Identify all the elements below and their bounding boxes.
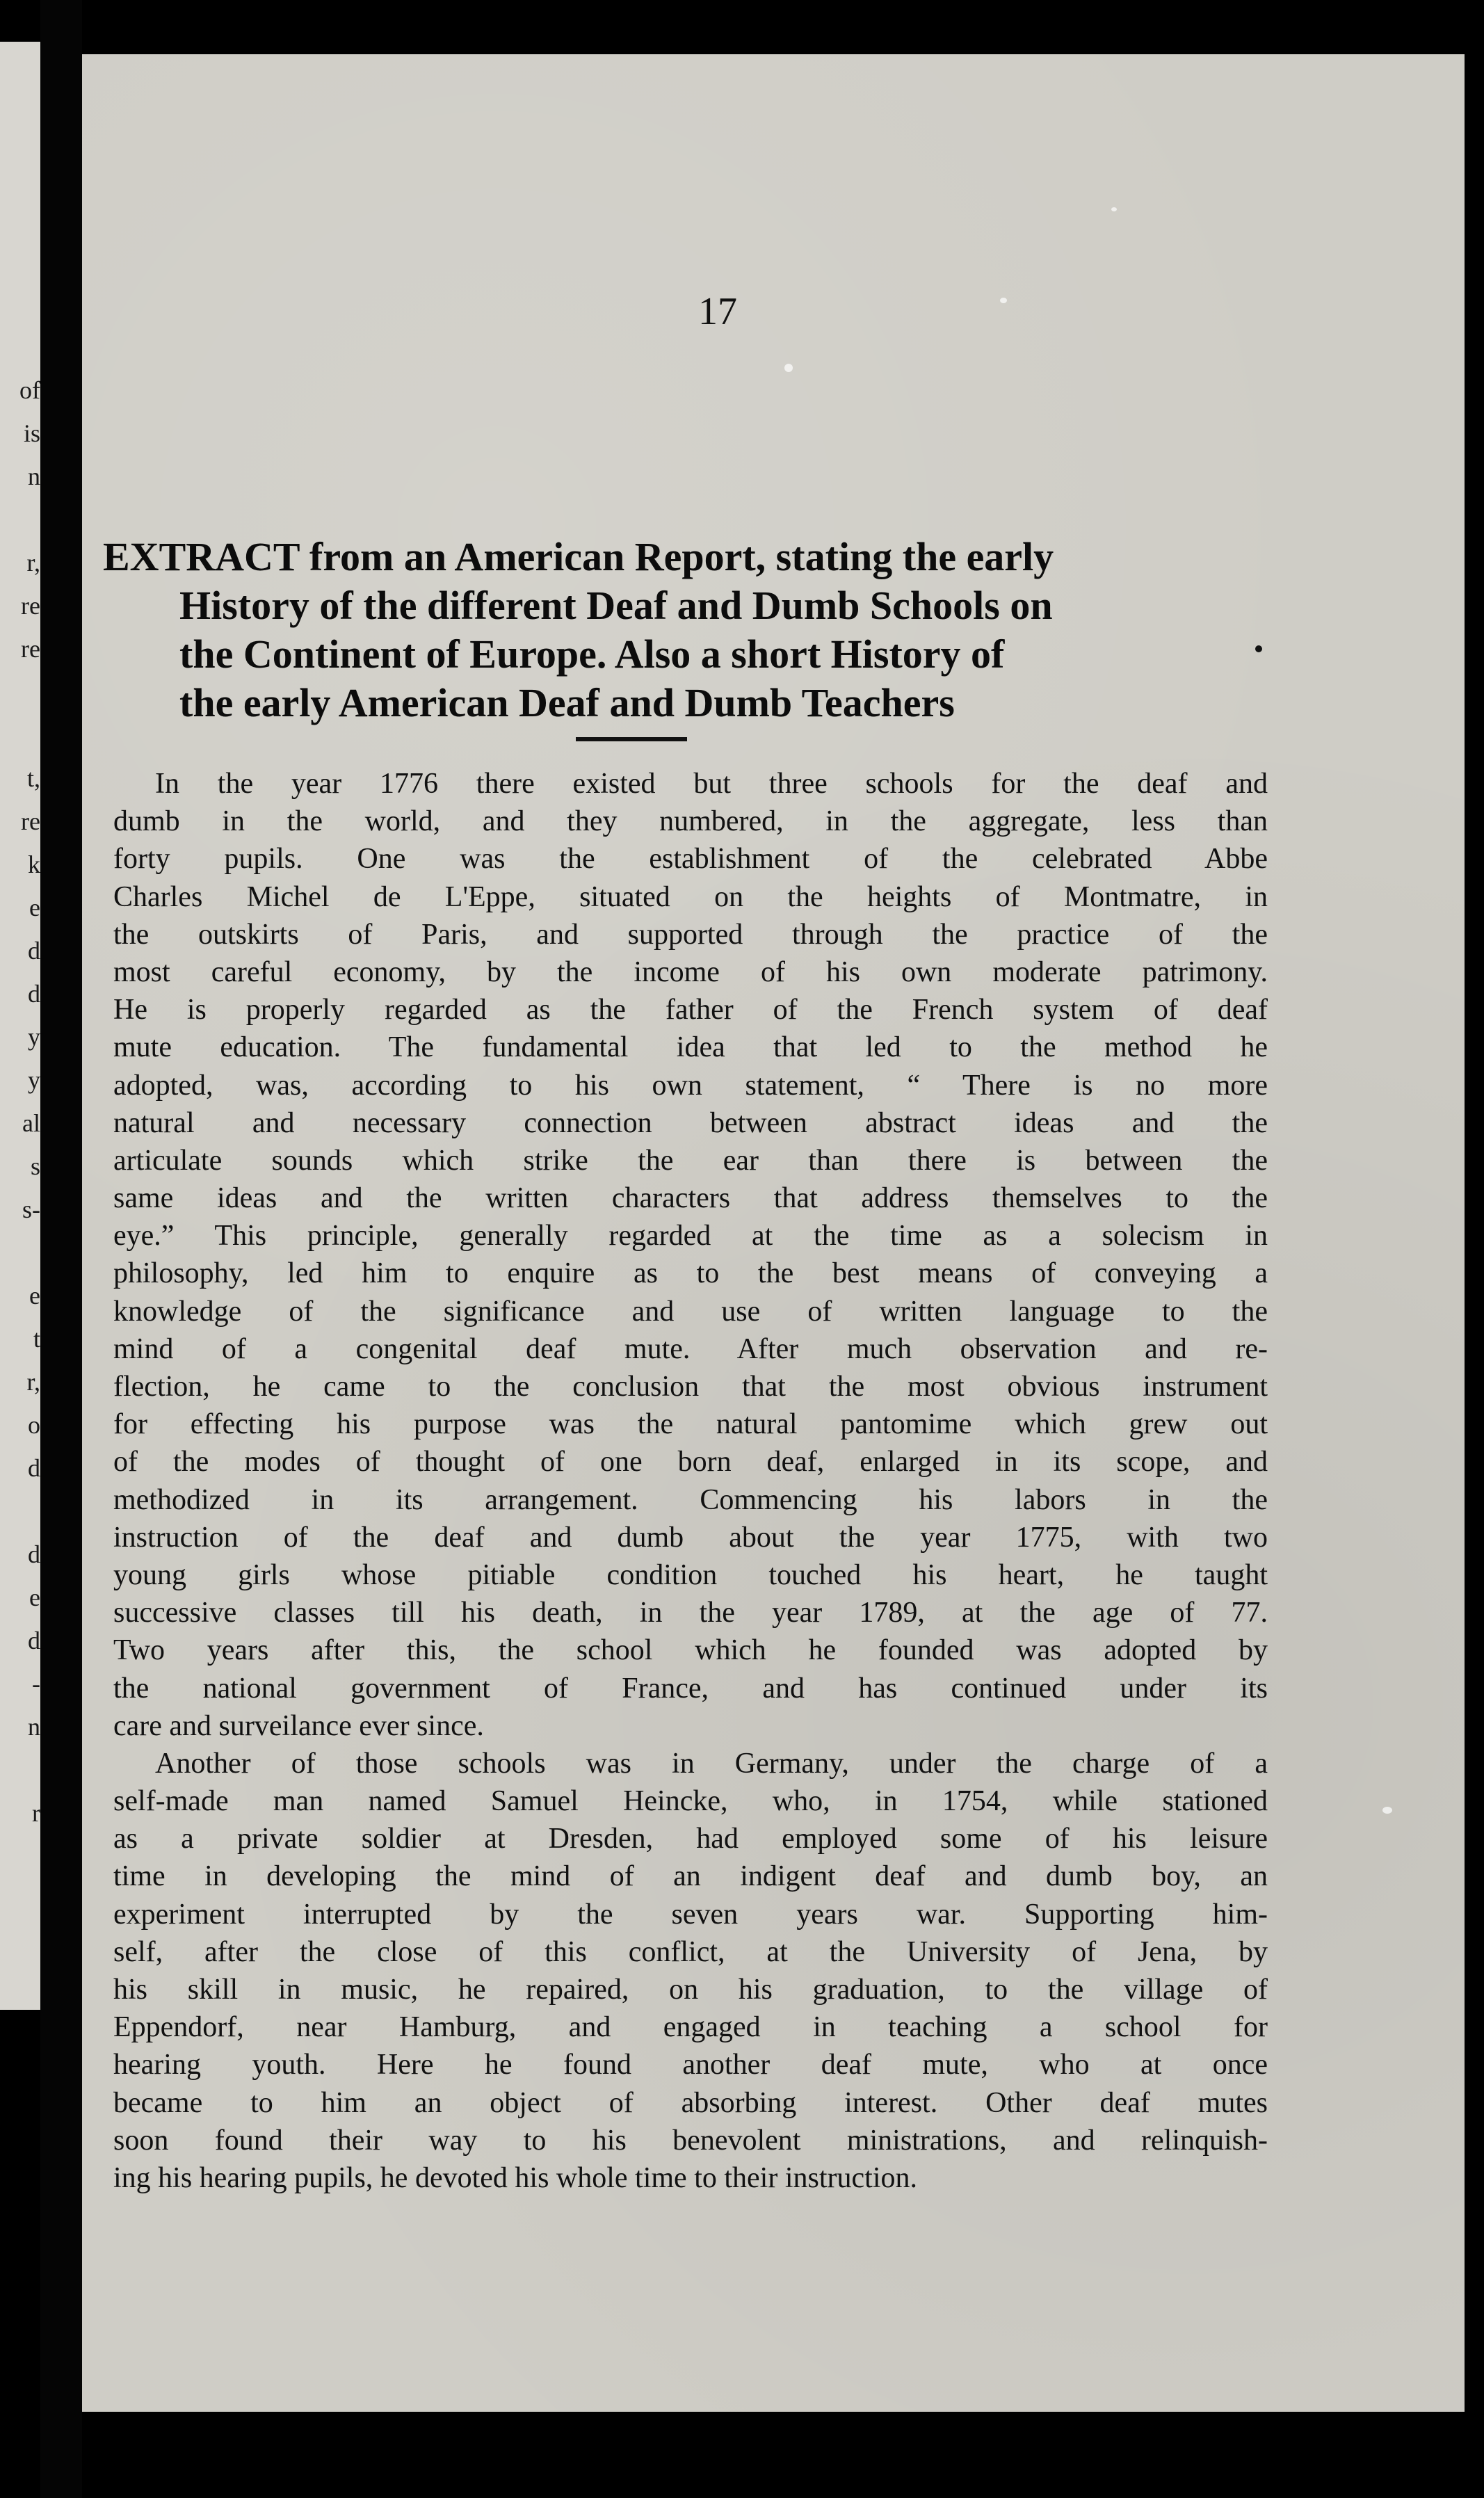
- gutter-fragment: [1, 714, 40, 757]
- body-line: became to him an object of absorbing interest. Other deaf mutes: [113, 2086, 1268, 2119]
- body-line: self, after the close of this conflict, at the University of Jena, by: [113, 1935, 1268, 1968]
- body-line: He is properly regarded as the father of the French system of deaf: [113, 994, 1268, 1026]
- body-line: successive classes till his death, in the year 1789, at the age of 77.: [113, 1597, 1268, 1629]
- body-line: same ideas and the written characters that address themselves to the: [113, 1182, 1268, 1215]
- gutter-fragment: re: [21, 807, 40, 835]
- scan-border-right: [1465, 0, 1484, 2498]
- heading-line-3: the Continent of Europe. Also a short History of: [179, 631, 1005, 677]
- gutter-fragment: [1, 670, 40, 714]
- body-line: dumb in the world, and they numbered, in the aggregate, less than: [113, 805, 1268, 838]
- gutter-fragment: re: [21, 635, 40, 663]
- gutter-fragment: e: [29, 894, 40, 921]
- body-line: most careful economy, by the income of his own moderate patrimony.: [113, 956, 1268, 988]
- gutter-fragment: r,: [26, 1368, 40, 1396]
- heading-line-2: History of the different Deaf and Dumb Schools on: [179, 583, 1053, 628]
- body-line: ing his hearing pupils, he devoted his whole time to their instruction.: [113, 2161, 917, 2194]
- gutter-fragment: d: [28, 1627, 40, 1654]
- body-line: self-made man named Samuel Heincke, who, in 1754, while stationed: [113, 1785, 1268, 1818]
- gutter-fragment: r: [32, 1799, 40, 1827]
- body-line: care and surveilance ever since.: [113, 1709, 484, 1742]
- body-line: adopted, was, according to his own statement, “ There is no more: [113, 1069, 1268, 1102]
- body-line: soon found their way to his benevolent ministrations, and relinquish-: [113, 2124, 1268, 2157]
- scan-speck: [784, 364, 793, 372]
- binding-shadow: [40, 0, 82, 2498]
- gutter-fragment: s-: [22, 1195, 40, 1223]
- gutter-fragment: [1, 498, 40, 541]
- gutter-fragment: n: [28, 1713, 40, 1741]
- body-line: Another of those schools was in Germany, under the charge of a: [155, 1747, 1268, 1780]
- scan-border-bottom: [82, 2412, 1484, 2498]
- body-line: Two years after this, the school which he founded was adopted by: [113, 1634, 1268, 1667]
- body-line: philosophy, led him to enquire as to the best means of conveying a: [113, 1257, 1268, 1290]
- previous-page-fragments: [1, 42, 40, 1835]
- gutter-fragment: d: [28, 1454, 40, 1482]
- body-line: the outskirts of Paris, and supported through the practice of the: [113, 918, 1268, 951]
- body-line: eye.” This principle, generally regarded at the time as a solecism in: [113, 1220, 1268, 1252]
- gutter-fragment: is: [23, 419, 40, 447]
- heading-line-1: EXTRACT from an American Report, stating the early: [103, 534, 1054, 579]
- body-line: flection, he came to the conclusion that the most obvious instrument: [113, 1371, 1268, 1403]
- scan-speck: [1382, 1807, 1392, 1814]
- body-line: instruction of the deaf and dumb about the year 1775, with two: [113, 1521, 1268, 1554]
- gutter-fragment: e: [29, 1584, 40, 1611]
- previous-page-edge: [0, 42, 40, 2010]
- page-number-text: 17: [698, 290, 737, 333]
- gutter-fragment: t,: [26, 764, 40, 792]
- gutter-fragment: y: [28, 1023, 40, 1051]
- body-line: his skill in music, he repaired, on his graduation, to the village of: [113, 1974, 1268, 2006]
- scan-speck: [1000, 298, 1007, 303]
- scan-speck: [1111, 207, 1117, 211]
- gutter-fragment: e: [29, 1282, 40, 1310]
- document-page: [82, 54, 1465, 2412]
- body-line: hearing youth. Here he found another deaf mute, who at once: [113, 2049, 1268, 2081]
- gutter-fragment: n: [28, 462, 40, 490]
- body-line: of the modes of thought of one born deaf, enlarged in its scope, and: [113, 1446, 1268, 1478]
- extract-heading: [103, 533, 1271, 727]
- body-line: young girls whose pitiable condition touched his heart, he taught: [113, 1558, 1268, 1591]
- gutter-fragment: d: [28, 980, 40, 1008]
- gutter-fragment: [1, 1231, 40, 1274]
- body-line: Eppendorf, near Hamburg, and engaged in teaching a school for: [113, 2011, 1268, 2044]
- gutter-fragment: d: [28, 1540, 40, 1568]
- body-line: methodized in its arrangement. Commencing his labors in the: [113, 1483, 1268, 1516]
- gutter-fragment: d: [28, 937, 40, 965]
- gutter-fragment: re: [21, 592, 40, 620]
- gutter-fragment: y: [28, 1066, 40, 1094]
- page-number: [82, 289, 1465, 334]
- body-line: time in developing the mind of an indigent deaf and dumb boy, an: [113, 1860, 1268, 1893]
- body-line: articulate sounds which strike the ear than there is between the: [113, 1144, 1268, 1177]
- gutter-fragment: [1, 1490, 40, 1533]
- gutter-fragment: r,: [26, 549, 40, 577]
- body-line: for effecting his purpose was the natural pantomime which grew out: [113, 1408, 1268, 1441]
- gutter-fragment: al: [22, 1109, 40, 1137]
- body-line: knowledge of the significance and use of written language to the: [113, 1295, 1268, 1328]
- body-line: experiment interrupted by the seven years war. Supporting him-: [113, 1898, 1268, 1931]
- body-line: natural and necessary connection between abstract ideas and the: [113, 1106, 1268, 1139]
- body-text: [113, 765, 1268, 2197]
- gutter-fragment: of: [19, 376, 40, 404]
- body-line: In the year 1776 there existed but three schools for the deaf and: [155, 768, 1268, 800]
- body-line: Charles Michel de L'Eppe, situated on the heights of Montmatre, in: [113, 880, 1268, 913]
- ink-dot: [1255, 645, 1262, 652]
- body-line: mind of a congenital deaf mute. After much observation and re-: [113, 1332, 1268, 1365]
- heading-line-4: the early American Deaf and Dumb Teachers: [179, 680, 955, 725]
- body-line: mute education. The fundamental idea that led to the method he: [113, 1031, 1268, 1064]
- gutter-fragment: s: [30, 1152, 40, 1180]
- gutter-fragment: [1, 1748, 40, 1791]
- gutter-fragment: -: [32, 1670, 40, 1698]
- gutter-fragment: k: [28, 851, 40, 878]
- body-line: as a private soldier at Dresden, had employed some of his leisure: [113, 1823, 1268, 1855]
- gutter-fragment: o: [28, 1411, 40, 1439]
- heading-divider: [576, 737, 687, 741]
- gutter-fragment: t: [33, 1325, 40, 1353]
- body-line: the national government of France, and has continued under its: [113, 1672, 1268, 1705]
- body-line: forty pupils. One was the establishment of the celebrated Abbe: [113, 843, 1268, 876]
